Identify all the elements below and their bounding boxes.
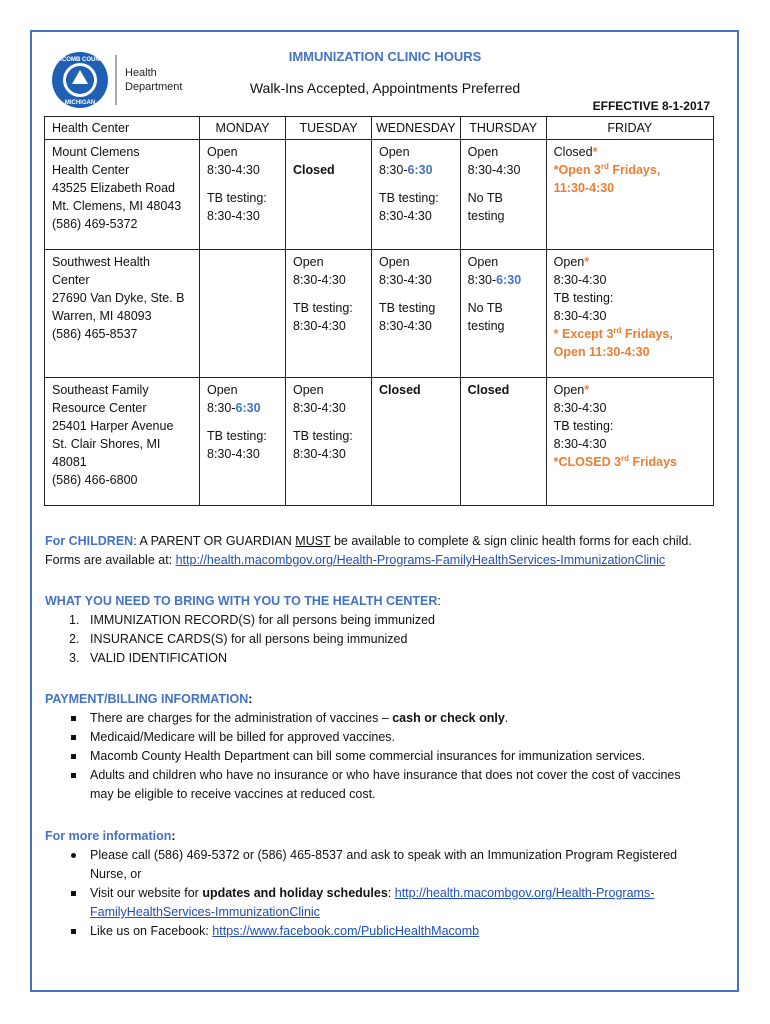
note-text: *Open 3 <box>553 163 601 177</box>
page-title: IMMUNIZATION CLINIC HOURS <box>288 49 482 64</box>
hours-start: 8:30- <box>467 273 497 287</box>
logo-line-department: Department <box>125 81 183 93</box>
square-bullet-icon <box>71 773 76 778</box>
col-header-tuesday: TUESDAY <box>286 117 372 140</box>
note-sup: rd <box>621 453 630 463</box>
payment-section <box>45 690 735 804</box>
facebook-link[interactable]: https://www.facebook.com/PublicHealthMacomb <box>212 924 480 938</box>
open-label: Open <box>553 383 585 397</box>
col-header-monday: MONDAY <box>200 117 286 140</box>
square-bullet-icon <box>71 735 76 740</box>
tb-hours: 8:30-4:30 <box>379 209 432 223</box>
square-bullet-icon <box>71 929 76 934</box>
tb-label: TB testing <box>379 301 436 315</box>
tb-label: TB testing: <box>293 429 353 443</box>
asterisk: * <box>584 383 590 397</box>
tb-label: TB testing: <box>379 191 439 205</box>
friday-cell <box>546 378 713 506</box>
hours <box>207 399 278 417</box>
list-item <box>45 709 735 728</box>
forms-line <box>45 551 735 570</box>
round-bullet-icon <box>71 853 76 858</box>
children-heading: For CHILDREN <box>45 534 134 548</box>
monday-cell <box>200 140 286 250</box>
center-name: Mount Clemens <box>52 145 140 159</box>
center-cell <box>45 250 200 378</box>
asterisk: * <box>592 145 598 159</box>
col-header-thursday: THURSDAY <box>460 117 546 140</box>
center-name: Center <box>52 273 90 287</box>
hours-start: 8:30- <box>379 163 408 177</box>
closed-label: Closed <box>553 145 593 159</box>
list-item <box>45 649 735 668</box>
logo-line-health: Health <box>125 67 157 79</box>
square-bullet-icon <box>71 716 76 721</box>
payment-heading-line <box>45 690 735 709</box>
bring-heading: WHAT YOU NEED TO BRING WITH YOU TO THE HEALTH CENTER <box>45 594 438 608</box>
children-text: be available to complete & sign clinic health forms for each child. <box>330 534 692 548</box>
list-item <box>45 747 735 766</box>
note-text: Fridays, <box>621 327 673 341</box>
svg-text:MICHIGAN: MICHIGAN <box>64 100 96 106</box>
note-text: Fridays, <box>608 163 661 177</box>
col-header-friday: FRIDAY <box>546 117 713 140</box>
open-label: Open <box>293 383 324 397</box>
tb-note: No TB testing <box>467 301 505 333</box>
svg-text:MACOMB COUNTY: MACOMB COUNTY <box>52 57 108 63</box>
tb-hours: 8:30-4:30 <box>553 309 607 323</box>
note-sup: rd <box>600 161 609 171</box>
tb-hours: 8:30-4:30 <box>207 209 260 223</box>
center-name: Resource Center <box>52 401 147 415</box>
list-text: Nurse, or <box>90 867 142 881</box>
more-info-section <box>45 827 735 941</box>
center-address: 43525 Elizabeth Road <box>52 181 176 195</box>
friday-note <box>554 325 706 343</box>
bring-section <box>45 592 735 668</box>
closed-label: Closed <box>467 383 510 397</box>
center-cell <box>45 378 200 506</box>
tb-hours: 8:30-4:30 <box>293 447 346 461</box>
wednesday-cell <box>372 250 461 378</box>
center-cell <box>45 140 200 250</box>
list-text: Macomb County Health Department can bill some commercial insurances for immunization services. <box>90 749 646 763</box>
hours <box>379 161 453 179</box>
website-link[interactable]: http://health.macombgov.org/Health-Programs- <box>394 886 655 900</box>
list-item <box>45 611 735 630</box>
table-row <box>45 250 714 378</box>
list-text: Medicaid/Medicare will be billed for approved vaccines. <box>90 730 396 744</box>
status <box>554 143 706 161</box>
hours: 8:30-4:30 <box>293 273 346 287</box>
more-heading-line <box>45 827 735 846</box>
wednesday-cell <box>372 140 461 250</box>
tb-label: TB testing: <box>293 301 353 315</box>
list-item <box>45 846 735 884</box>
list-text: IMMUNIZATION RECORD(S) for all persons being immunized <box>90 613 435 627</box>
open-label: Open <box>467 255 499 269</box>
list-text: Adults and children who have no insurance or who have insurance that does not cover the cost of vaccines <box>90 768 681 782</box>
tb-hours: 8:30-4:30 <box>293 319 346 333</box>
open-label: Open <box>553 255 585 269</box>
tb-label: TB testing: <box>207 191 267 205</box>
effective-date: EFFECTIVE 8-1-2017 <box>592 99 710 113</box>
list-item <box>45 922 735 941</box>
square-bullet-icon <box>71 891 76 896</box>
wednesday-cell <box>372 378 461 506</box>
must-emphasis: MUST <box>295 534 331 548</box>
list-text-bold: cash or check only <box>392 711 505 725</box>
more-heading: For more information <box>45 829 172 843</box>
hours <box>468 271 539 289</box>
center-name: Southeast Family <box>52 383 149 397</box>
friday-cell <box>546 140 713 250</box>
hours: 8:30-4:30 <box>553 273 607 287</box>
hours: 8:30-4:30 <box>379 273 432 287</box>
list-number: 2. <box>69 632 80 646</box>
open-label: Open <box>379 255 410 269</box>
center-name: Health Center <box>52 163 130 177</box>
status <box>554 381 706 399</box>
children-text: : A PARENT OR GUARDIAN <box>133 534 296 548</box>
square-bullet-icon <box>71 754 76 759</box>
hours: 8:30-4:30 <box>553 401 607 415</box>
tuesday-cell <box>286 140 372 250</box>
tuesday-cell <box>286 250 372 378</box>
forms-text: Forms are available at: <box>45 553 176 567</box>
website-line <box>90 884 735 903</box>
friday-note <box>554 453 706 471</box>
center-city: Warren, MI 48093 <box>52 309 152 323</box>
hours-end-extended: 6:30 <box>235 401 261 415</box>
hours-end-extended: 6:30 <box>407 163 433 177</box>
list-item <box>45 884 735 922</box>
thursday-cell <box>460 250 546 378</box>
children-line <box>45 532 735 551</box>
monday-cell <box>200 378 286 506</box>
closed-label: Closed <box>293 163 335 177</box>
list-text: Like us on Facebook: <box>90 924 213 938</box>
list-item <box>45 766 735 804</box>
tb-hours: 8:30-4:30 <box>553 437 607 451</box>
forms-link[interactable]: http://health.macombgov.org/Health-Programs-FamilyHealthServices-ImmunizationClinic <box>175 553 666 567</box>
colon: : <box>171 829 176 843</box>
clinic-hours-table <box>44 116 714 506</box>
col-header-wednesday: WEDNESDAY <box>372 117 461 140</box>
tb-hours: 8:30-4:30 <box>207 447 260 461</box>
open-label: Open <box>467 145 499 159</box>
note-text: Fridays <box>629 455 677 469</box>
thursday-cell <box>460 378 546 506</box>
list-text: VALID IDENTIFICATION <box>90 651 228 665</box>
friday-cell <box>546 250 713 378</box>
note-text: *CLOSED 3 <box>553 455 622 469</box>
center-zip: 48081 <box>52 455 87 469</box>
center-address: 25401 Harper Avenue <box>52 419 174 433</box>
colon: : <box>437 594 441 608</box>
list-item <box>45 630 735 649</box>
note-text: * Except 3 <box>553 327 614 341</box>
hours: 8:30-4:30 <box>467 163 521 177</box>
thursday-cell <box>460 140 546 250</box>
tuesday-cell <box>286 378 372 506</box>
open-label: Open <box>207 145 238 159</box>
col-header-center: Health Center <box>45 117 200 140</box>
asterisk: * <box>584 255 590 269</box>
hours-start: 8:30- <box>207 401 236 415</box>
open-label: Open <box>293 255 324 269</box>
tb-note: No TB testing <box>467 191 505 223</box>
closed-label: Closed <box>379 383 421 397</box>
monday-cell <box>200 250 286 378</box>
center-phone: (586) 465-8537 <box>52 327 138 341</box>
page-subtitle: Walk-Ins Accepted, Appointments Preferred <box>249 80 521 96</box>
bring-heading-line <box>45 592 735 611</box>
center-name: Southwest Health <box>52 255 150 269</box>
open-label: Open <box>207 383 238 397</box>
friday-note <box>554 161 706 179</box>
list-number: 3. <box>69 651 80 665</box>
tb-label: TB testing: <box>553 291 614 305</box>
payment-heading: PAYMENT/BILLING INFORMATION <box>45 692 249 706</box>
hours: 8:30-4:30 <box>207 163 260 177</box>
hours-end-extended: 6:30 <box>496 273 522 287</box>
children-section <box>45 532 735 570</box>
friday-note-hours: 11:30-4:30 <box>553 181 615 195</box>
list-text: Please call (586) 469-5372 or (586) 465-8537 and ask to speak with an Immunization Program Registered <box>90 848 678 862</box>
center-city: Mt. Clemens, MI 48043 <box>52 199 182 213</box>
center-phone: (586) 469-5372 <box>52 217 138 231</box>
list-text: Visit our website for <box>90 886 203 900</box>
table-header-row <box>45 117 714 140</box>
center-phone: (586) 466-6800 <box>52 473 138 487</box>
center-address: 27690 Van Dyke, Ste. B <box>52 291 185 305</box>
website-link-continued[interactable]: FamilyHealthServices-ImmunizationClinic <box>90 905 320 919</box>
list-text: There are charges for the administration of vaccines – <box>90 711 393 725</box>
list-text: may be eligible to receive vaccines at reduced cost. <box>90 787 376 801</box>
status <box>554 253 706 271</box>
list-text: INSURANCE CARDS(S) for all persons being immunized <box>90 632 408 646</box>
center-city: St. Clair Shores, MI <box>52 437 161 451</box>
list-text: : <box>387 886 395 900</box>
friday-note-hours: Open 11:30-4:30 <box>553 345 650 359</box>
colon: : <box>248 692 253 706</box>
table-row <box>45 378 714 506</box>
note-sup: rd <box>613 325 622 335</box>
list-text-bold: updates and holiday schedules <box>202 886 388 900</box>
table-row <box>45 140 714 250</box>
tb-label: TB testing: <box>207 429 267 443</box>
open-label: Open <box>379 145 410 159</box>
tb-label: TB testing: <box>553 419 614 433</box>
list-number: 1. <box>69 613 80 627</box>
tb-hours: 8:30-4:30 <box>379 319 432 333</box>
list-item <box>45 728 735 747</box>
hours: 8:30-4:30 <box>293 401 346 415</box>
list-text: . <box>504 711 509 725</box>
